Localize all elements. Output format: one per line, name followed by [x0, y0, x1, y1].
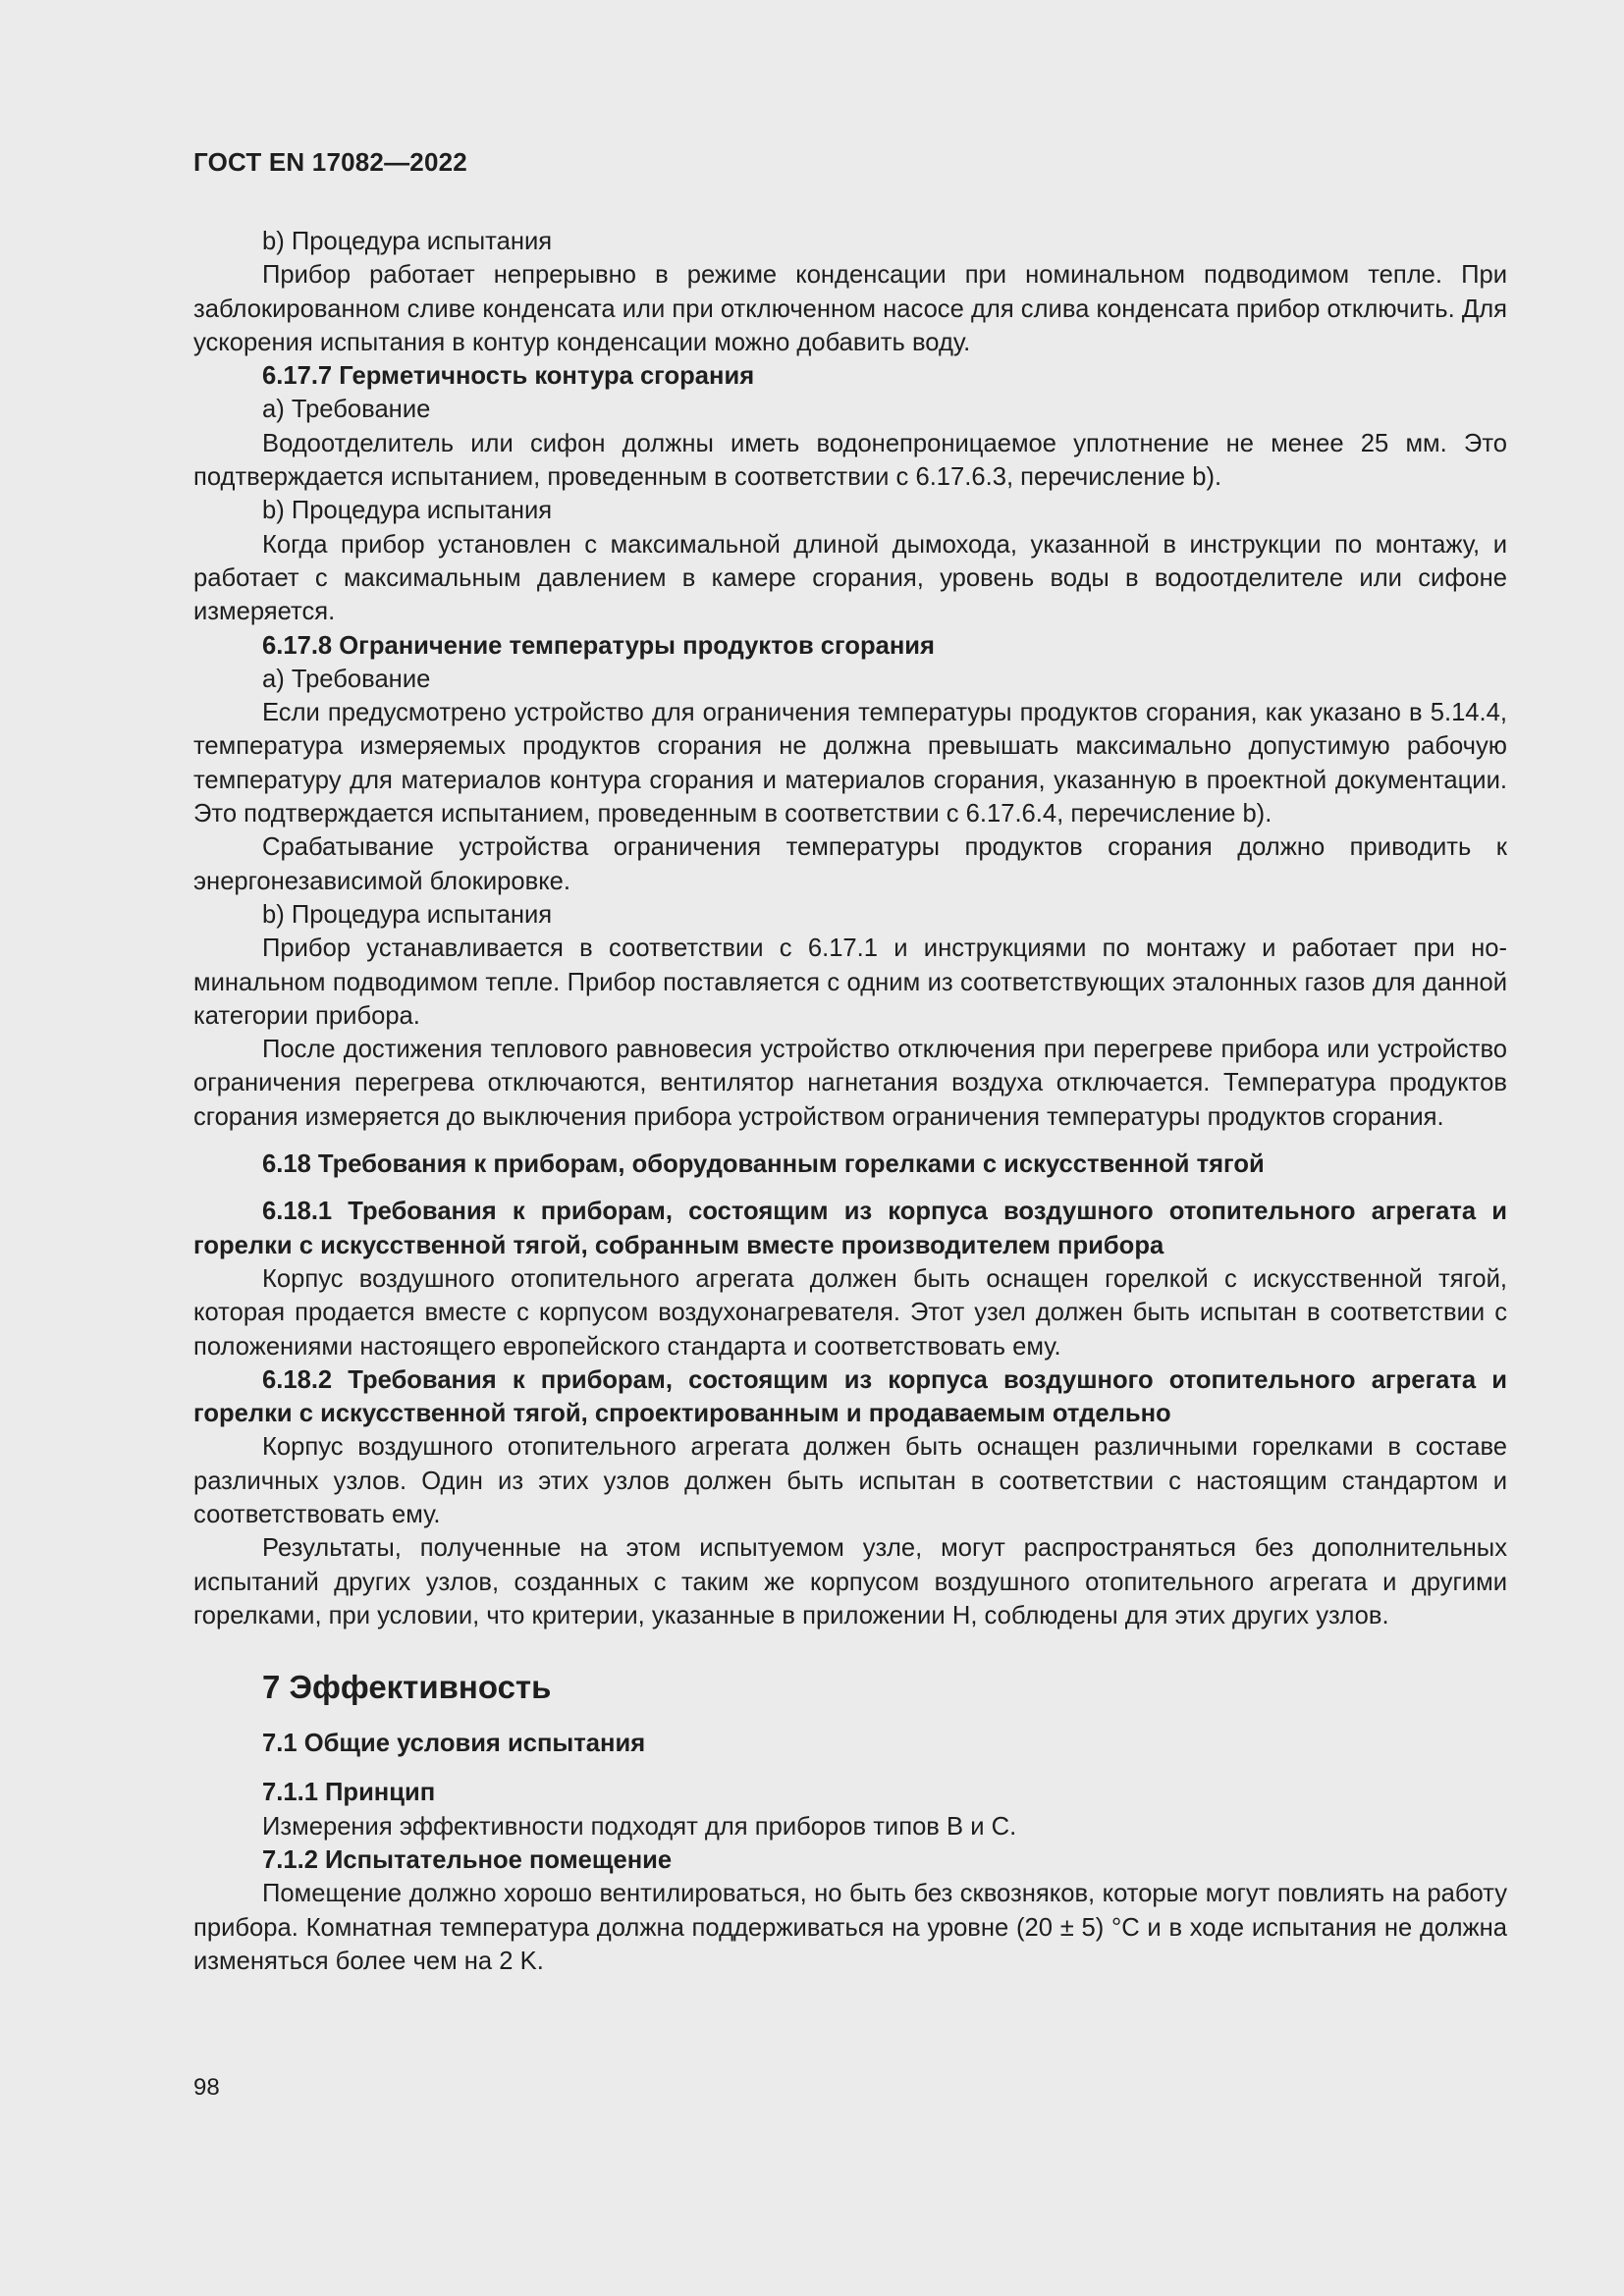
- section-heading-7-1: 7.1 Общие условия испытания: [262, 1730, 646, 1758]
- paragraph: Корпус воздушного отопительного агрегата должен быть оснащен горелкой с искусственной тягой, которая продается вместе с корпусом воздухонагревателя. Этот узел должен быть испытан в соответствии с положениями настоящего европейского стандарта и соответствовать ему.: [193, 1264, 1507, 1361]
- chapter-heading-7: 7 Эффективность: [262, 1669, 552, 1706]
- paragraph: Когда прибор установлен с максимальной длиной дымохода, указанной в инструкции по монтажу, и работает с максимальным давлением в камере сгорания, уровень воды в водоотделителе или сифоне измеряется.: [193, 530, 1507, 626]
- page-number: 98: [193, 2074, 220, 2101]
- item-label: b) Процедура испытания: [262, 900, 553, 929]
- section-heading-7-1-2: 7.1.2 Испытательное помещение: [262, 1846, 673, 1875]
- page-body: [193, 225, 1507, 1978]
- section-heading-6-18-1: 6.18.1 Требования к приборам, состоящим из корпуса воздушного отопительного агрегата и горелки с искусственной тягой, собранным вместе производителем прибора: [193, 1198, 1507, 1259]
- paragraph: Срабатывание устройства ограничения температуры продуктов сгорания должно приводить к энергонезависимой блокировке.: [193, 833, 1507, 895]
- item-label: b) Процедура испытания: [262, 497, 553, 525]
- item-label: b) Процедура испытания: [262, 228, 553, 255]
- paragraph: Прибор устанавливается в соответствии с 6.17.1 и инструкциями по монтажу и работает при номинальном подводимом тепле. Прибор поставляется с одним из соответствующих эталонных газов для данной категории прибора.: [193, 934, 1507, 1030]
- paragraph: Если предусмотрено устройство для ограничения температуры продуктов сгорания, как указано в 5.14.4, температура измеряемых продуктов сгорания не должна превышать максимально допустимую рабочую температуру для материалов контура сгорания и материалов сгорания, указанную в проектной документации. Это подтверждается испытанием, проведенным в соответствии с 6.17.6.4, перечисление b).: [193, 699, 1507, 828]
- paragraph: Корпус воздушного отопительного агрегата должен быть оснащен различными горелками в составе различных узлов. Один из этих узлов должен быть испытан в соответствии с настоящим стандартом и соответствовать ему.: [193, 1433, 1507, 1528]
- section-heading-6-18-2: 6.18.2 Требования к приборам, состоящим из корпуса воздушного отопительного агрегата и горелки с искусственной тягой, спроектированным и продаваемым отдельно: [193, 1365, 1507, 1428]
- section-heading-6-17-8: 6.17.8 Ограничение температуры продуктов сгорания: [262, 631, 935, 660]
- paragraph: Помещение должно хорошо вентилироваться, но быть без сквозняков, которые могут повлиять на работу прибора. Комнатная температура должна поддерживаться на уровне (20 ± 5) °C и в ходе испытания не должна изменяться более чем на 2 K.: [193, 1880, 1507, 1975]
- paragraph: Прибор работает непрерывно в режиме конденсации при номинальном подводимом тепле. При заблокированном сливе конденсата или при отключенном насосе для слива конденсата прибор отключить. Для ускорения испытания в контур конденсации можно добавить воду.: [193, 261, 1507, 356]
- section-heading-6-18: 6.18 Требования к приборам, оборудованным горелками с искусственной тягой: [262, 1150, 1265, 1179]
- paragraph: После достижения теплового равновесия устройство отключения при перегреве прибора или устройство ограничения перегрева отключаются, вентилятор нагнетания воздуха отключается. Температура продуктов сгорания измеряется до выключения прибора устройством ограничения температуры продуктов сгорания.: [193, 1036, 1507, 1131]
- paragraph: Водоотделитель или сифон должны иметь водонепроницаемое уплотнение не менее 25 мм. Это подтверждается испытанием, проведенным в соответствии с 6.17.6.3, перечисление b).: [193, 429, 1507, 492]
- paragraph: Измерения эффективности подходят для приборов типов В и С.: [262, 1812, 1017, 1841]
- document-code-header: ГОСТ EN 17082—2022: [193, 147, 467, 177]
- section-heading-6-17-7: 6.17.7 Герметичность контура сгорания: [262, 362, 755, 391]
- item-label: a) Требование: [262, 396, 431, 424]
- item-label: a) Требование: [262, 665, 431, 693]
- section-heading-7-1-1: 7.1.1 Принцип: [262, 1779, 436, 1807]
- paragraph: Результаты, полученные на этом испытуемом узле, могут распространяться без дополнительных испытаний других узлов, созданных с таким же корпусом воздушного отопительного агрегата и другими горелками, при условии, что критерии, указанные в приложении Н, соблюдены для этих других узлов.: [193, 1534, 1507, 1629]
